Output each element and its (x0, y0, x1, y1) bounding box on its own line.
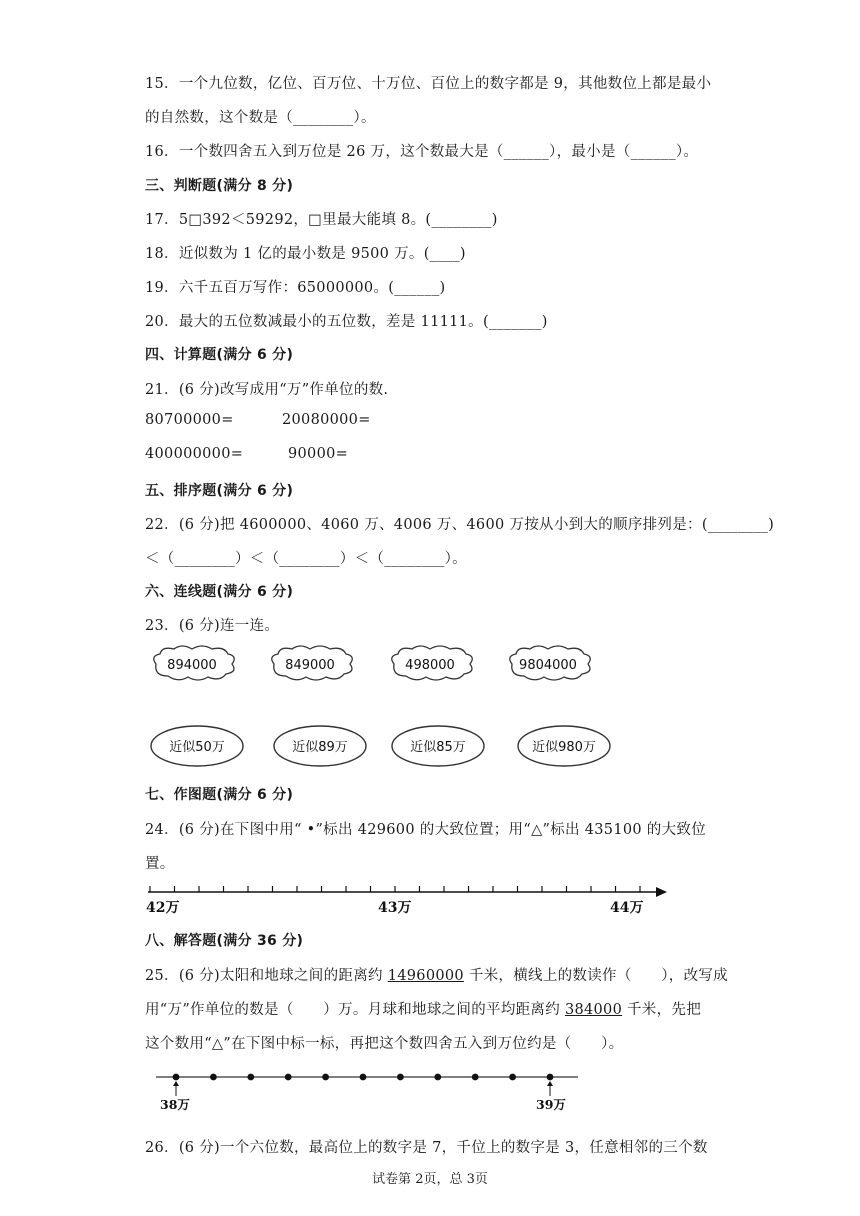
q17-text: 17．5□392＜59292，□里最大能填 8。(________) (145, 212, 498, 228)
cloud-label-2: 849000 (285, 658, 335, 673)
q21-item-1: 80700000= (145, 412, 234, 428)
q21-title: 21．(6 分)改写成用“万”作单位的数. (145, 382, 389, 398)
cloud-label-3: 498000 (405, 658, 455, 673)
section-heading-ordering: 五、排序题(满分 6 分) (145, 483, 294, 499)
number-line-dot (472, 1074, 479, 1081)
number-line-dot (434, 1074, 441, 1081)
axis-label-44wan: 44万 (610, 900, 644, 916)
q15-line2: 的自然数，这个数是（________）。 (145, 110, 376, 126)
axis-label-39wan: 39万 (536, 1097, 566, 1112)
section-heading-drawing: 七、作图题(满分 6 分) (145, 787, 294, 803)
number-line-dot (509, 1074, 516, 1081)
oval-label-1: 近似50万 (169, 740, 225, 755)
q25-moon-distance: 384000 (564, 1002, 623, 1018)
axis-label-43wan: 43万 (378, 900, 412, 916)
q21-item-3: 400000000= (145, 446, 244, 462)
q16-text: 16．一个数四舍五入到万位是 26 万，这个数最大是（______），最小是（______）。 (145, 144, 699, 160)
oval-shape (518, 726, 610, 766)
number-line-dot (360, 1074, 367, 1081)
section-heading-judgement: 三、判断题(满分 8 分) (145, 178, 294, 194)
q25-number-line (150, 1066, 590, 1116)
number-line-dot (285, 1074, 292, 1081)
number-line-dot (322, 1074, 329, 1081)
q26-text: 26．(6 分)一个六位数，最高位上的数字是 7，千位上的数字是 3，任意相邻的三个数 (145, 1140, 708, 1156)
section-heading-matching: 六、连线题(满分 6 分) (145, 584, 294, 600)
axis-label-38wan: 38万 (160, 1097, 190, 1112)
oval-shape (274, 726, 366, 766)
section-heading-calculation: 四、计算题(满分 6 分) (145, 347, 294, 363)
q15-line1: 15．一个九位数，亿位、百万位、十万位、百位上的数字都是 9，其他数位上都是最小 (145, 76, 712, 92)
oval-shape (151, 726, 243, 766)
oval-shape (392, 726, 484, 766)
oval-label-3: 近似85万 (410, 740, 466, 755)
q25-sun-distance: 14960000 (387, 968, 464, 984)
cloud-label-1: 894000 (167, 658, 217, 673)
cloud-shape (510, 646, 591, 680)
q21-item-4: 90000= (288, 446, 349, 462)
q25-line3: 这个数用“△”在下图中标一标，再把这个数四舍五入到万位约是（ ）。 (145, 1036, 624, 1052)
section-heading-solution: 八、解答题(满分 36 分) (145, 933, 304, 949)
cloud-label-4: 9804000 (519, 658, 577, 673)
q25-line2 (145, 998, 701, 1019)
oval-label-2: 近似89万 (292, 740, 348, 755)
q23-ovals (140, 722, 630, 772)
number-line-arrow (656, 887, 667, 897)
q22-line2: ＜（________）＜（________）＜（________）。 (145, 551, 467, 567)
q18-text: 18．近似数为 1 亿的最小数是 9500 万。(____) (145, 246, 466, 262)
axis-label-42wan: 42万 (146, 900, 180, 916)
number-line-dot (173, 1074, 180, 1081)
number-line-dot (247, 1074, 254, 1081)
q25-text-part: 千米，先把 (622, 1002, 702, 1018)
pointer-arrow (173, 1081, 179, 1086)
q24-line1: 24．(6 分)在下图中用“ •”标出 429600 的大致位置；用“△”标出 435100 的大致位 (145, 822, 707, 838)
q21-item-2: 20080000= (282, 412, 371, 428)
q25-text-part: 千米，横线上的数读作（ ），改写成 (463, 968, 728, 984)
cloud-shape (272, 646, 353, 680)
page-footer: 试卷第 2页，总 3页 (372, 1172, 488, 1187)
oval-label-4: 近似980万 (532, 740, 596, 755)
cloud-shape (154, 646, 235, 680)
q23-clouds (140, 640, 620, 685)
number-line-ticks (150, 886, 640, 892)
q23-title: 23．(6 分)连一连。 (145, 618, 280, 634)
q25-text-part: 用“万”作单位的数是（ ）万。月球和地球之间的平均距离约 (145, 1002, 565, 1018)
q20-text: 20．最大的五位数减最小的五位数，差是 11111。(_______) (145, 314, 548, 330)
q25-line1 (145, 964, 728, 985)
q19-text: 19．六千五百万写作：65000000。(______) (145, 280, 446, 296)
number-line-dot (547, 1074, 554, 1081)
q24-line2: 置。 (145, 856, 175, 872)
number-line-dot (210, 1074, 217, 1081)
q25-text-part: 25．(6 分)太阳和地球之间的距离约 (145, 968, 388, 984)
pointer-arrow (547, 1081, 553, 1086)
cloud-shape (392, 646, 473, 680)
number-line-dot (397, 1074, 404, 1081)
q22-line1: 22．(6 分)把 4600000、4060 万、4006 万、4600 万按从小到大的顺序排列是：(________) (145, 517, 775, 533)
q24-number-line (140, 880, 680, 922)
